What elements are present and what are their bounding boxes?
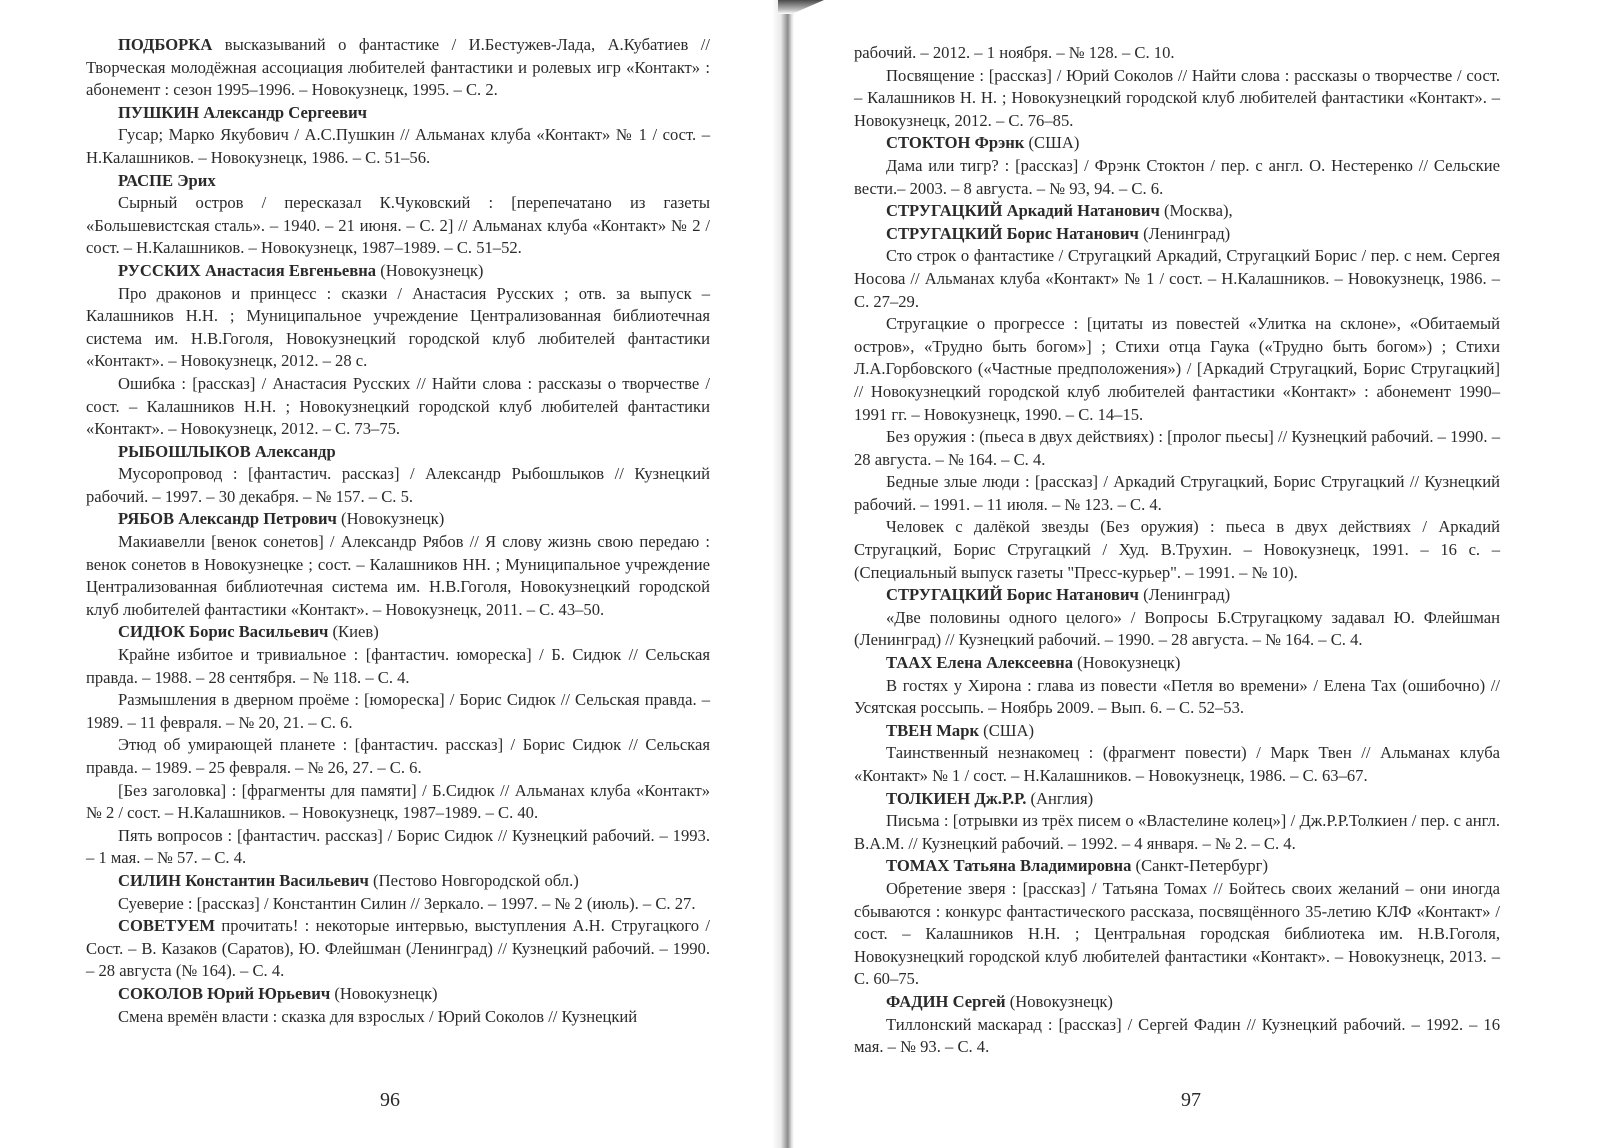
entry-text: В гостях у Хирона : глава из повести «Петля во времени» / Елена Тах (ошибочно) // Усятская россыпь. – Ноябрь 2009. – Вып. 6. – С. 52–53. — [854, 675, 1500, 718]
author-place: (Новокузнецк) — [376, 260, 484, 280]
entry-text: Про драконов и принцесс : сказки / Анастасия Русских ; отв. за выпуск – Калашников Н.Н. ; Муниципальное учреждение Централизованная библиотечная система им. Н.В.Гоголя, Новокузнецкий городской клуб любителей фантастики «Контакт». – Новокузнецк, 2012. – 28 с. — [86, 283, 710, 371]
author-place: (Санкт-Петербург) — [1131, 856, 1268, 876]
author-place: (США) — [1024, 133, 1080, 153]
bibliography-entry — [854, 742, 1500, 787]
entry-text: Крайне избитое и тривиальное : [фантастич. юмореска] / Б. Сидюк // Сельская правда. – 1988. – 28 сентября. – № 118. – С. 4. — [86, 645, 710, 687]
bibliography-entry — [86, 644, 710, 689]
author-place: (Новокузнецк) — [1005, 991, 1113, 1011]
bibliography-entry — [854, 675, 1500, 720]
entry-text: Этюд об умирающей планете : [фантастич. рассказ] / Борис Сидюк // Сельская правда. – 1989. – 25 февраля. – № 26, 27. – С. 6. — [86, 735, 710, 777]
bibliography-entry — [854, 245, 1500, 313]
page-number-left: 96 — [380, 1089, 400, 1112]
entries-right — [854, 42, 1500, 1059]
bibliography-entry — [86, 531, 710, 621]
bibliography-entry — [86, 734, 710, 779]
bibliography-entry — [854, 607, 1500, 652]
bibliography-entry — [854, 878, 1500, 991]
author-heading — [854, 720, 1500, 743]
entry-text: «Две половины одного целого» / Вопросы Б.Стругацкому задавал Ю. Флейшман (Ленинград) // Кузнецкий рабочий. – 1990. – 28 августа. – № 164. – С. 4. — [854, 607, 1500, 650]
author-heading — [854, 200, 1500, 223]
entry-text: прочитать! : некоторые интервью, выступления А.Н. Стругацкого / Сост. – В. Казаков (Саратов), Ю. Флейшман (Ленинград) // Кузнецкий рабочий. – 1990. – 28 августа (№ 164). – С. 4. — [86, 916, 710, 981]
author-place: (Ленинград) — [1138, 585, 1231, 605]
entry-text: Обретение зверя : [рассказ] / Татьяна Томах // Бойтесь своих желаний – они иногда сбываются : конкурс фантастического рассказа, посвящённого 35-летию КЛФ «Контакт» / сост. – Калашников Н.Н. ; Центральная городская библиотека им. Н.В.Гоголя, Новокузнецкий городской клуб любителей фантастики «Контакт». – Новокузнецк, 2013. – С. 60–75. — [854, 878, 1500, 989]
entry-text: рабочий. – 2012. – 1 ноября. – № 128. – С. 10. — [854, 43, 1175, 62]
author-place: (Новокузнецк) — [330, 983, 438, 1003]
bibliography-entry — [854, 313, 1500, 426]
author-heading — [854, 855, 1500, 878]
entries-left — [86, 34, 710, 1028]
author-name: СТРУГАЦКИЙ Аркадий Натанович — [886, 201, 1160, 221]
author-place: (Пестово Новгородской обл.) — [368, 870, 579, 890]
author-heading — [86, 870, 710, 893]
author-name: СИЛИН Константин Васильевич — [118, 870, 369, 890]
author-place: (Англия) — [1026, 788, 1094, 808]
entry-text: Ошибка : [рассказ] / Анастасия Русских // Найти слова : рассказы о творчестве / сост. – Калашников Н.Н. ; Новокузнецкий городской клуб любителей фантастики «Контакт». – Новокузнецк, 2012. – С. 73–75. — [86, 373, 710, 439]
author-name: СТРУГАЦКИЙ Борис Натанович — [886, 585, 1139, 605]
author-name: ФАДИН Сергей — [886, 991, 1006, 1011]
entry-text: Человек с далёкой звезды (Без оружия) : пьеса в двух действиях / Аркадий Стругацкий, Борис Стругацкий / Худ. В.Трухин. – Новокузнецк, 1991. – 16 с. – (Специальный выпуск газеты "Пресс-курьер". – 1991. – № 10). — [854, 517, 1500, 582]
bibliography-entry — [854, 155, 1500, 200]
author-name: РЫБОШЛЫКОВ Александр — [118, 441, 336, 461]
author-place: (Новокузнецк) — [1073, 653, 1181, 673]
author-place: (США) — [979, 720, 1035, 740]
author-name: РЯБОВ Александр Петрович — [118, 509, 337, 529]
author-name: СОКОЛОВ Юрий Юрьевич — [118, 983, 331, 1003]
author-name: СИДЮК Борис Васильевич — [118, 622, 329, 642]
bibliography-entry — [854, 426, 1500, 471]
author-heading — [854, 788, 1500, 811]
author-heading — [854, 223, 1500, 246]
bibliography-entry — [86, 780, 710, 825]
entry-text: Тиллонский маскарад : [рассказ] / Сергей Фадин // Кузнецкий рабочий. – 1992. – 16 мая. – № 93. – С. 4. — [854, 1014, 1500, 1057]
author-place: (Ленинград) — [1138, 223, 1231, 243]
page-left — [0, 0, 780, 1148]
bibliography-entry — [86, 825, 710, 870]
entry-text: Посвящение : [рассказ] / Юрий Соколов // Найти слова : рассказы о творчестве / сост. – Калашников Н. Н. ; Новокузнецкий городской клуб любителей фантастики «Контакт». – Новокузнецк, 2012. – С. 76–85. — [854, 65, 1500, 130]
author-place: (Москва), — [1159, 201, 1233, 221]
bibliography-entry — [854, 1014, 1500, 1059]
entry-text: Суеверие : [рассказ] / Константин Силин // Зеркало. – 1997. – № 2 (июль). – С. 27. — [118, 893, 696, 913]
author-name: ТОМАХ Татьяна Владимировна — [886, 856, 1132, 876]
bibliography-entry — [86, 192, 710, 260]
entry-lead-word: СОВЕТУЕМ — [118, 916, 216, 936]
author-heading — [854, 132, 1500, 155]
entry-text: Стругацкие о прогрессе : [цитаты из повестей «Улитка на склоне», «Обитаемый остров», «Трудно быть богом»] ; Стихи отца Гаука («Трудно быть богом») ; Стихи Л.А.Горбовского («Частные предположения») / [Аркадий Стругацкий, Борис Стругацкий] // Новокузнецкий городской клуб любителей фантастики «Контакт» : абонемент 1990–1991 гг. – Новокузнецк, 1990. – С. 14–15. — [854, 314, 1500, 424]
entry-lead-word: ПОДБОРКА — [118, 35, 213, 54]
bibliography-entry — [86, 34, 710, 102]
entry-text: Бедные злые люди : [рассказ] / Аркадий Стругацкий, Борис Стругацкий // Кузнецкий рабочий. – 1991. – 11 июля. – № 123. – С. 4. — [854, 472, 1500, 514]
entry-text: Гусар; Марко Якубович / А.С.Пушкин // Альманах клуба «Контакт» № 1 / сост. – Н.Калашников. – Новокузнецк, 1986. – С. 51–56. — [86, 125, 710, 167]
entry-text: Смена времён власти : сказка для взрослых / Юрий Соколов // Кузнецкий — [118, 1006, 638, 1026]
entry-text: Мусоропровод : [фантастич. рассказ] / Александр Рыбошлыков // Кузнецкий рабочий. – 1997. – 30 декабря. – № 157. – С. 5. — [86, 464, 710, 506]
entry-text: высказываний о фантастике / И.Бестужев-Лада, А.Кубатиев // Творческая молодёжная ассоциация любителей фантастики и ролевых игр «Контакт» : абонемент : сезон 1995–1996. – Новокузнецк, 1995. – С. 2. — [86, 35, 710, 100]
bibliography-entry — [854, 516, 1500, 584]
author-heading — [86, 260, 710, 283]
author-name: РАСПЕ Эрих — [118, 170, 216, 190]
page-number-right: 97 — [1181, 1089, 1201, 1112]
author-name: ТВЕН Марк — [886, 720, 980, 740]
author-name: ТААХ Елена Алексеевна — [886, 653, 1074, 673]
bibliography-entry — [86, 373, 710, 441]
author-heading — [86, 170, 710, 193]
entry-text: Сырный остров / пересказал К.Чуковский : [перепечатано из газеты «Большевистская сталь». – 1940. – 21 июня. – С. 2] // Альманах клуба «Контакт» № 2 / сост. – Н.Калашников. – Новокузнецк, 1987–1989. – С. 51–52. — [86, 193, 710, 258]
bibliography-entry — [86, 893, 710, 916]
author-heading — [86, 983, 710, 1006]
author-heading — [86, 621, 710, 644]
author-name: РУССКИХ Анастасия Евгеньевна — [118, 260, 377, 280]
bibliography-entry — [86, 915, 710, 983]
entry-text: [Без заголовка] : [фрагменты для памяти] / Б.Сидюк // Альманах клуба «Контакт» № 2 / сост. – Н.Калашников. – Новокузнецк, 1987–1989. – С. 40. — [86, 780, 710, 823]
entry-text: Дама или тигр? : [рассказ] / Фрэнк Стоктон / пер. с англ. О. Нестеренко // Сельские вести.– 2003. – 8 августа. – № 93, 94. – С. 6. — [854, 155, 1500, 198]
author-name: ТОЛКИЕН Дж.Р.Р. — [886, 788, 1027, 808]
entry-text: Макиавелли [венок сонетов] / Александр Рябов // Я слову жизнь свою передаю : венок сонетов в Новокузнецке ; сост. – Калашников НН. ; Муниципальное учреждение Централизованная библиотечная система им. Н.В.Гоголя, Новокузнецкий городской клуб любителей фантастики «Контакт». – Новокузнецк, 2011. – С. 43–50. — [86, 532, 710, 619]
entry-text: Пять вопросов : [фантастич. рассказ] / Борис Сидюк // Кузнецкий рабочий. – 1993. – 1 мая. – № 57. – С. 4. — [86, 825, 710, 868]
author-heading — [86, 441, 710, 464]
entry-text: Письма : [отрывки из трёх писем о «Властелине колец»] / Дж.Р.Р.Толкиен / пер. с англ. В.А.М. // Кузнецкий рабочий. – 1992. – 4 января. – № 2. – С. 4. — [854, 811, 1500, 853]
author-heading — [86, 508, 710, 531]
author-heading — [854, 584, 1500, 607]
bibliography-entry — [86, 463, 710, 508]
author-name: СТРУГАЦКИЙ Борис Натанович — [886, 223, 1139, 243]
entry-text: Сто строк о фантастике / Стругацкий Аркадий, Стругацкий Борис / пер. с нем. Сергея Носова // Альманах клуба «Контакт» № 1 / сост. – Н.Калашников. – Новокузнецк, 1986. – С. 27–29. — [854, 246, 1500, 311]
entry-text: Таинственный незнакомец : (фрагмент повести) / Марк Твен // Альманах клуба «Контакт» № 1 / сост. – Н.Калашников. – Новокузнецк, 1986. – С. 63–67. — [854, 743, 1500, 785]
entry-text: Без оружия : (пьеса в двух действиях) : [пролог пьесы] // Кузнецкий рабочий. – 1990. – 28 августа. – № 164. – С. 4. — [854, 427, 1500, 469]
author-name: ПУШКИН Александр Сергеевич — [118, 102, 368, 122]
bibliography-entry — [854, 810, 1500, 855]
bibliography-entry — [854, 65, 1500, 133]
bibliography-entry — [86, 124, 710, 169]
page-right — [782, 0, 1600, 1148]
author-heading — [86, 102, 710, 125]
author-place: (Киев) — [328, 622, 379, 642]
author-heading — [854, 991, 1500, 1014]
bibliography-entry — [854, 471, 1500, 516]
bibliography-entry — [86, 1006, 710, 1029]
author-place: (Новокузнецк) — [336, 509, 445, 529]
author-name: СТОКТОН Фрэнк — [886, 133, 1025, 153]
author-heading — [854, 652, 1500, 675]
bibliography-entry — [86, 283, 710, 373]
entry-text: Размышления в дверном проёме : [юмореска] / Борис Сидюк // Сельская правда. – 1989. – 11 февраля. – № 20, 21. – С. 6. — [86, 690, 710, 732]
entry-continuation — [854, 42, 1500, 65]
bibliography-entry — [86, 689, 710, 734]
